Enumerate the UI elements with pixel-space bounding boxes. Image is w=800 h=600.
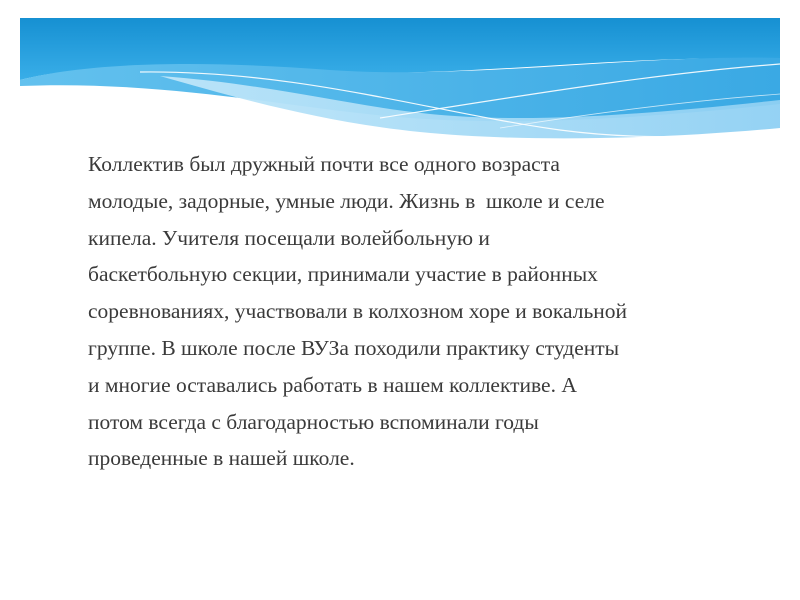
body-line: соревнованиях, участвовали в колхозном хоре и вокальной bbox=[88, 299, 628, 324]
body-line: потом всегда с благодарностью вспоминали годы bbox=[88, 409, 539, 434]
body-line: проведенные в нашей школе. bbox=[88, 446, 355, 471]
body-line: молодые, задорные, умные люди. Жизнь в школе и селе bbox=[88, 188, 605, 213]
body-line: баскетбольную секции, принимали участие в районных bbox=[88, 262, 598, 287]
body-line: Коллектив был дружный почти все одного возраста bbox=[88, 152, 560, 176]
wave-banner-decoration bbox=[0, 0, 800, 150]
body-line: группе. В школе после ВУЗа походили практику студенты bbox=[88, 335, 620, 360]
body-line: кипела. Учителя посещали волейбольную и bbox=[88, 225, 490, 250]
body-line: и многие оставались работать в нашем коллективе. А bbox=[88, 372, 577, 397]
body-paragraph bbox=[88, 146, 778, 477]
